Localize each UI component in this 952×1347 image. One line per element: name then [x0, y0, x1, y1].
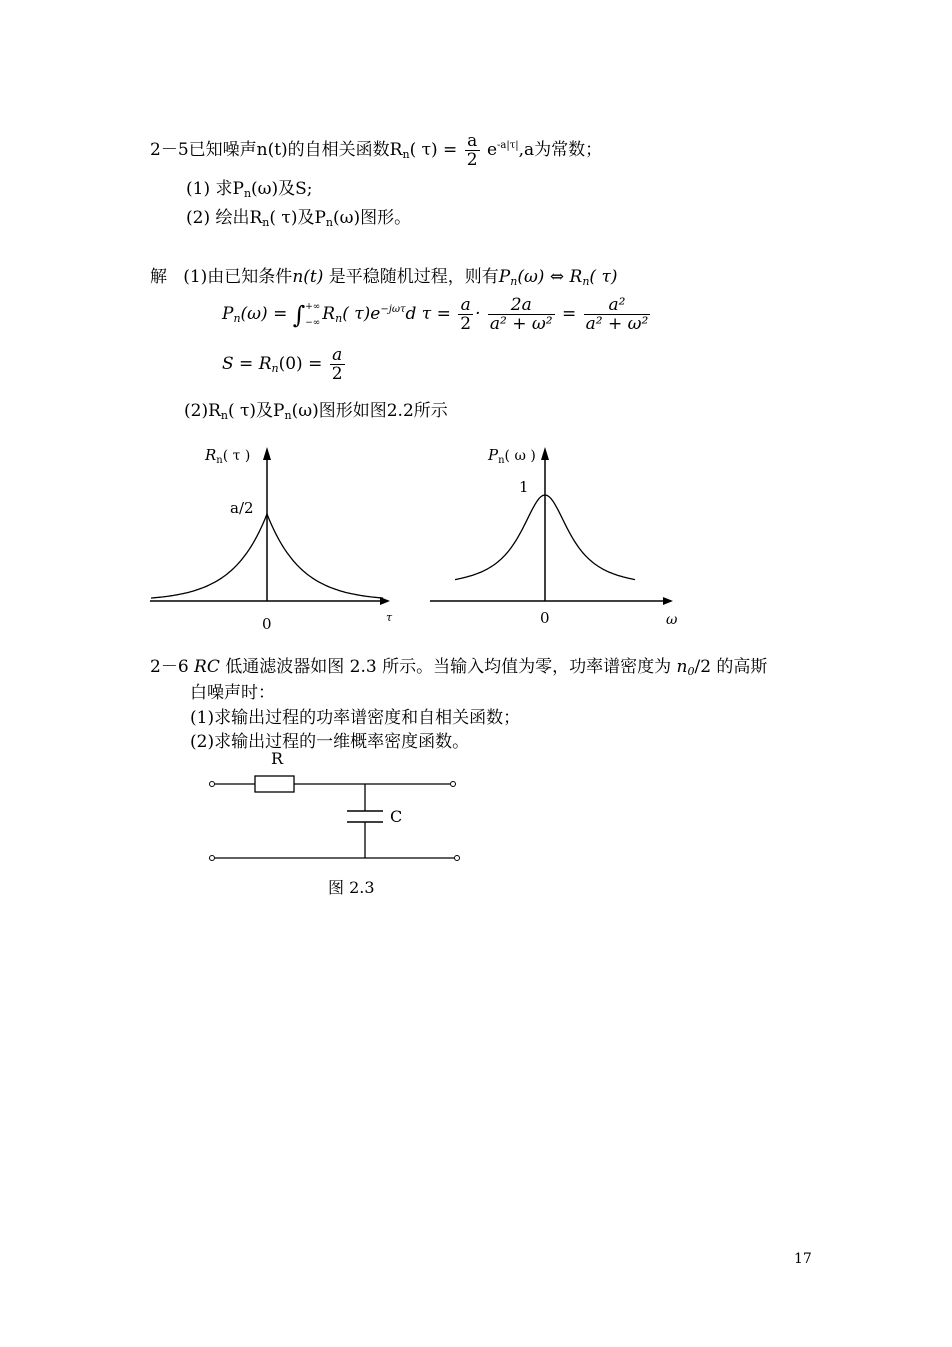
eq1-R: R	[322, 304, 336, 324]
output-terminal-top	[451, 782, 456, 787]
eq1-lhs-arg: (ω) =	[240, 304, 293, 324]
right-xlabel: ω	[666, 612, 678, 628]
line2-prefix: (2)R	[184, 401, 221, 421]
figure-right	[430, 446, 678, 628]
left-y-arrow	[263, 447, 271, 460]
line1-Rsub: n	[582, 275, 590, 288]
left-xlabel: τ	[386, 611, 393, 624]
line1-Rarg: ( τ)	[589, 267, 618, 287]
eq1-f3-num: a²	[584, 296, 651, 315]
resistor	[255, 776, 294, 792]
eq2-lhs: S = R	[222, 354, 272, 374]
p26-n: n	[676, 657, 688, 677]
exp-power: -a|τ|	[497, 140, 519, 151]
right-y-arrow	[541, 447, 549, 460]
figure-caption: 图 2.3	[328, 878, 375, 897]
left-ylabel-sub: n	[216, 455, 223, 466]
q1-prefix: (1) 求P	[186, 179, 244, 199]
line1-mid: 是平稳随机过程，则有	[323, 267, 499, 287]
resistor-label: R	[271, 749, 284, 768]
p26-suffix: /2 的高斯	[694, 657, 768, 677]
integral-sign: ∫	[292, 301, 306, 329]
left-ylabel-arg: ( τ )	[222, 448, 251, 464]
line1-R: R	[569, 267, 583, 287]
right-origin-label: 0	[540, 609, 550, 627]
eq2-den: 2	[331, 364, 343, 384]
q2-sub2: n	[325, 216, 333, 229]
right-ylabel-arg: ( ω )	[504, 448, 536, 464]
figure-left	[150, 446, 393, 633]
eq1-f2-num: 2a	[488, 296, 555, 315]
eq1-lhs-sub: n	[233, 312, 241, 325]
solution-label: 解	[150, 267, 167, 287]
exp-base: e	[486, 140, 498, 160]
eq2-sub: n	[271, 362, 279, 375]
problem-2-6-q1: (1)求输出过程的功率谱密度和自相关函数；	[190, 708, 521, 728]
line1-nt: n(t)	[292, 267, 324, 287]
line2-mid: ( τ)及P	[227, 401, 285, 421]
right-x-arrow	[663, 597, 673, 605]
left-ylabel	[204, 446, 250, 466]
eq1-f2-den: a² + ω²	[489, 314, 553, 334]
problem-2-6-line-2: 白噪声时：	[190, 683, 275, 703]
line2-sub2: n	[284, 409, 292, 422]
input-terminal-bottom	[210, 856, 215, 861]
p26-rc: RC	[194, 657, 220, 677]
line2-suffix: (ω)图形如图2.2所示	[291, 401, 448, 421]
right-peak-label: 1	[519, 478, 529, 496]
p26-prefix: 2－6	[150, 657, 195, 677]
integral-lower: −∞	[305, 317, 321, 328]
problem-2-6-q2: (2)求输出过程的一维概率密度函数。	[190, 732, 470, 752]
statement-prefix: 2－5已知噪声n(t)的自相关函数R	[150, 140, 403, 160]
eq1-f1-num: a	[458, 296, 473, 315]
q1-sub: n	[243, 187, 252, 200]
eq1-Rsub: n	[335, 312, 343, 325]
left-ylabel-R: R	[205, 446, 217, 464]
left-peak-label: a/2	[230, 499, 254, 517]
left-origin-label: 0	[262, 615, 272, 633]
eq1-eq: =	[562, 304, 577, 324]
frac-den: 2	[466, 150, 478, 170]
line1-P: P	[498, 267, 511, 287]
q1-suffix: (ω)及S;	[251, 179, 313, 199]
eq1-exp: −jωτ	[380, 304, 406, 315]
eq1-lhs-P: P	[222, 304, 234, 324]
line1-prefix: (1)由已知条件	[183, 267, 293, 287]
p26-nsub: 0	[687, 665, 695, 678]
line2-sub: n	[220, 409, 228, 422]
q2-mid: ( τ)及P	[269, 208, 326, 228]
right-ylabel	[487, 446, 536, 466]
integral-upper: +∞	[305, 301, 321, 312]
capacitor-label: C	[390, 807, 403, 826]
circuit-diagram	[210, 749, 460, 897]
p26-mid: 低通滤波器如图 2.3 所示。当输入均值为零，功率谱密度为	[219, 657, 677, 677]
eq2-num: a	[330, 346, 345, 365]
input-terminal-top	[210, 782, 215, 787]
right-ylabel-sub: n	[498, 455, 505, 466]
q2-suffix: (ω)图形。	[333, 208, 412, 228]
eq1-dtau: d τ =	[405, 304, 457, 324]
statement-sub: n	[402, 148, 410, 161]
line1-Psub: n	[510, 275, 518, 288]
q2-sub: n	[262, 216, 270, 229]
eq2-mid: (0) =	[278, 354, 323, 374]
output-terminal-bottom	[455, 856, 460, 861]
eq1-f3-den: a² + ω²	[585, 314, 649, 334]
page-number: 17	[794, 1251, 812, 1267]
right-ylabel-P: P	[488, 446, 499, 464]
line1-Parg: (ω) ⇔	[517, 267, 570, 287]
statement-arg: ( τ) =	[409, 140, 458, 160]
problem-2-6-line-1	[150, 652, 767, 678]
eq1-f1-den: 2	[460, 314, 472, 334]
eq1-Rarg: ( τ)e	[342, 304, 381, 324]
eq1-dot: ·	[475, 304, 481, 324]
statement-suffix: ,a为常数；	[518, 140, 603, 160]
q2-prefix: (2) 绘出R	[186, 208, 263, 228]
frac-num: a	[465, 132, 480, 151]
